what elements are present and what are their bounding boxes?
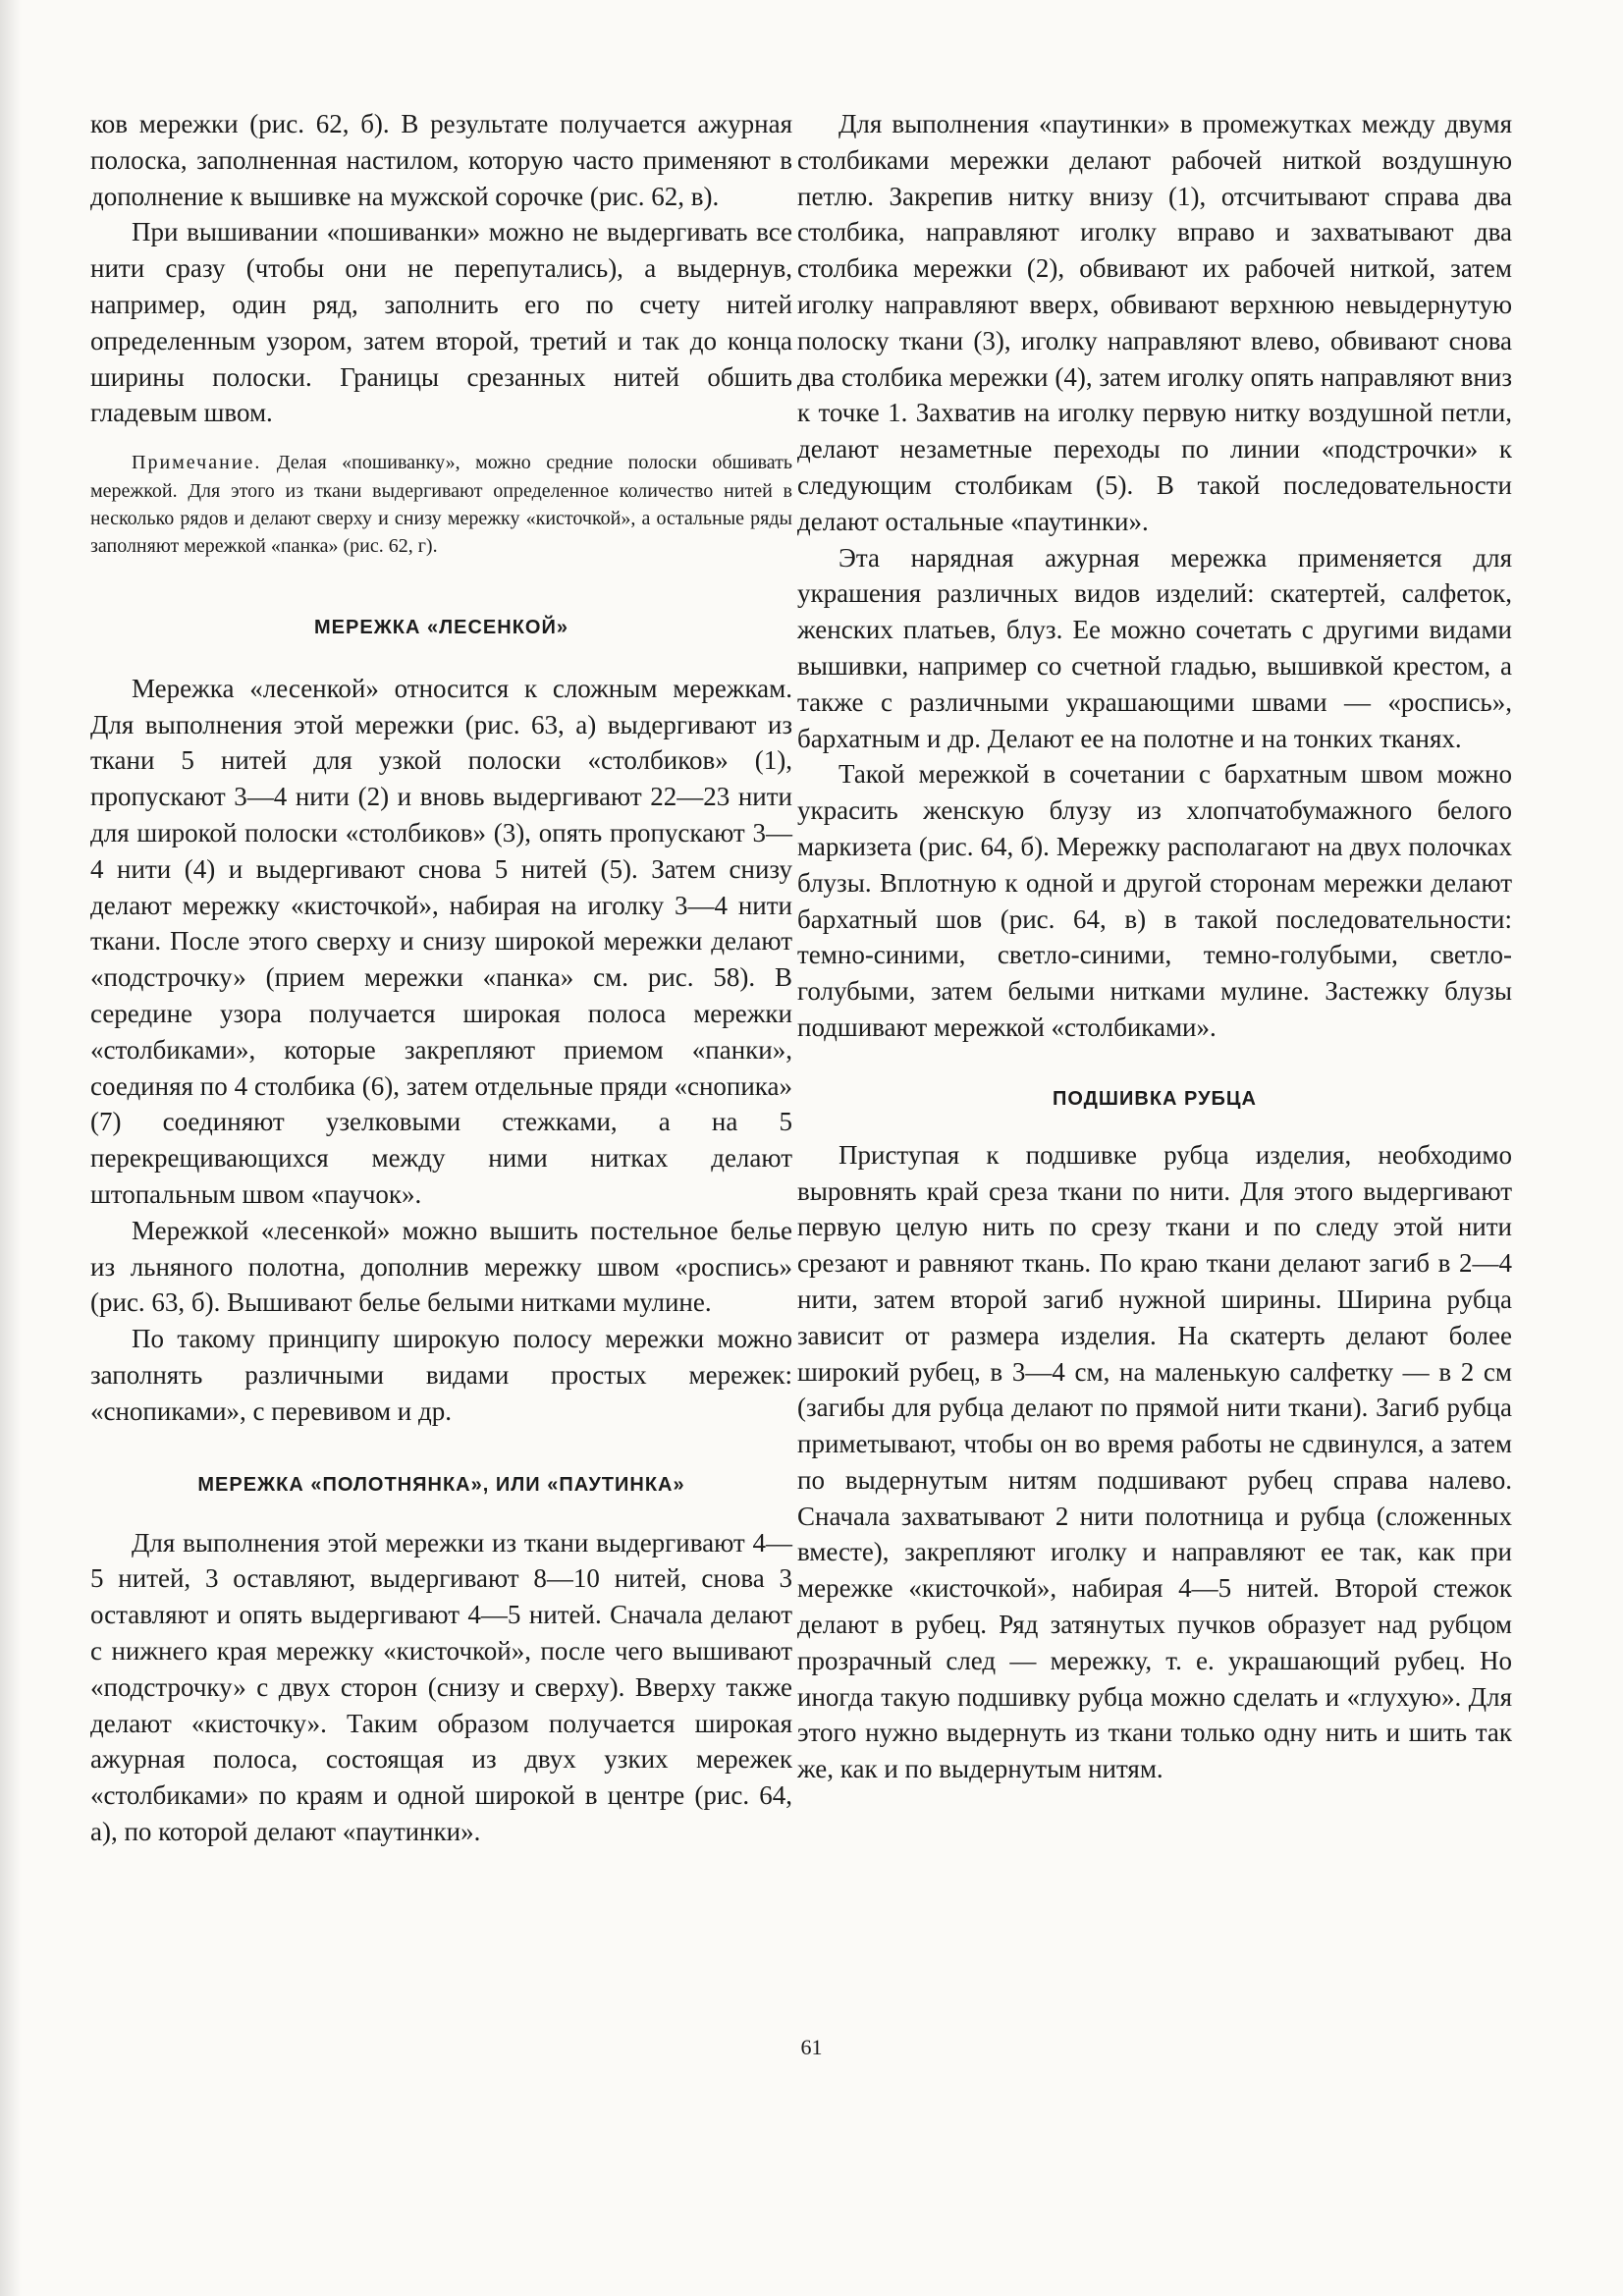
note	[90, 449, 792, 561]
section-heading: ПОДШИВКА РУБЦА	[1053, 1087, 1257, 1110]
paragraph: Мережкой «лесенкой» можно вышить постельное белье из льняного полотна, дополнив мережку швом «роспись» (рис. 63, б). Вышивают белье белыми нитками мулине.	[90, 1215, 792, 1318]
paragraph: ков мережки (рис. 62, б). В результате получается ажурная полоска, заполненная настилом, которую часто применяют в дополнение к вышивке на мужской сорочке (рис. 62, в).	[90, 109, 792, 211]
page-edge-shadow	[0, 0, 22, 2296]
paragraph: Такой мережкой в сочетании с бархатным швом можно украсить женскую блузу из хлопчатобумажного белого маркизета (рис. 64, б). Мережку располагают на двух полочках блузы. Вплотную к одной и другой сторонам мережки делают бархатный шов (рис. 64, в) в такой последовательности: темно-синими, светло-синими, темно-голубыми, светло-голубыми, затем белыми нитками мулине. Застежку блузы подшивают мережкой «столбиками».	[797, 759, 1512, 1042]
paragraph: Мережка «лесенкой» относится к сложным мережкам. Для выполнения этой мережки (рис. 63, а) выдергивают из ткани 5 нитей для узкой полоски «столбиков» (1), пропускают 3—4 нити (2) и вновь выдергивают 22—23 нити для широкой полоски «столбиков» (3), опять пропускают 3—4 нити (4) и выдергивают снова 5 нитей (5). Затем снизу делают мережку «кисточкой», набирая на иголку 3—4 нити ткани. После этого сверху и снизу широкой мережки делают «подстрочку» (прием мережки «панка» см. рис. 58). В середине узора получается широкая полоса мережки «столбиками», которые закрепляют приемом «панки», соединяя по 4 столбика (6), затем отдельные пряди «снопика» (7) соединяют узелковыми стежками, а на 5 перекрещивающихся между ними нитках делают штопальным швом «паучок».	[90, 673, 792, 1209]
section-heading: МЕРЕЖКА «ПОЛОТНЯНКА», ИЛИ «ПАУТИНКА»	[197, 1473, 685, 1496]
section-heading: МЕРЕЖКА «ЛЕСЕНКОЙ»	[314, 616, 568, 638]
paragraph: По такому принципу широкую полосу мережки можно заполнять различными видами простых мережек: «снопиками», с перевивом и др.	[90, 1324, 792, 1426]
left-column	[90, 106, 792, 1850]
paragraph: При вышивании «пошиванки» можно не выдергивать все нити сразу (чтобы они не перепутались), а выдернув, например, один ряд, заполнить его по счету нитей определенным узором, затем второй, третий и так до конца ширины полоски. Границы срезанных нитей обшить гладевым швом.	[90, 217, 792, 428]
paragraph: Эта нарядная ажурная мережка применяется для украшения различных видов изделий: скатертей, салфеток, женских платьев, блуз. Ее можно сочетать с другими видами вышивки, например со счетной гладью, вышивкой крестом, а также с различными украшающими швами — «роспись», бархатным и др. Делают ее на полотне и на тонких тканях.	[797, 542, 1512, 753]
page-number: 61	[800, 2035, 823, 2059]
paragraph: Приступая к подшивке рубца изделия, необходимо выровнять край среза ткани по нити. Для этого выдергивают первую целую нить по срезу ткани и по следу этой нити срезают и равняют ткань. По краю ткани делают загиб в 2—4 нити, затем второй загиб нужной ширины. Ширина рубца зависит от размера изделия. На скатерть делают более широкий рубец, в 3—4 см, на маленькую салфетку — в 2 см (загибы для рубца делают по прямой нити ткани). Загиб рубца приметывают, чтобы он во время работы не сдвинулся, а затем по выдернутым нитям подшивают рубец справа налево. Сначала захватывают 2 нити полотница и рубца (сложенных вместе), закрепляют иголку и направляют ее так, как при мережке «кисточкой», набирая 4—5 нитей. Второй стежок делают в рубец. Ряд затянутых пучков образует над рубцом прозрачный след — мережку, т. е. украшающий рубец. Но иногда такую подшивку рубца можно сделать и «глухую». Для этого нужно выдернуть из ткани только одну нить и шить так же, как и по выдернутым нитям.	[797, 1139, 1512, 1784]
note-text: Делая «пошиванку», можно средние полоски обшивать мережкой. Для этого из ткани выдергивают определенное количество нитей в несколько рядов и делают сверху и снизу мережку «кисточкой», а остальные ряды заполняют мережкой «панка» (рис. 62, г).	[90, 452, 793, 558]
paragraph: Для выполнения «паутинки» в промежутках между двумя столбиками мережки делают рабочей ниткой воздушную петлю. Закрепив нитку внизу (1), отсчитывают справа два столбика, направляют иголку вправо и захватывают два столбика мережки (2), обвивают их рабочей ниткой, затем иголку направляют вверх, обвивают верхнюю невыдернутую полоску ткани (3), иголку направляют влево, обвивают снова два столбика мережки (4), затем иголку опять направляют вниз к точке 1. Захватив на иголку первую нитку воздушной петли, делают незаметные переходы по линии «подстрочки» к следующим столбикам (5). В такой последовательности делают остальные «паутинки».	[797, 109, 1512, 536]
paragraph: Для выполнения этой мережки из ткани выдергивают 4—5 нитей, 3 оставляют, выдергивают 8—10 нитей, снова 3 оставляют и опять выдергивают 4—5 нитей. Сначала делают с нижнего края мережку «кисточкой», после чего вышивают «подстрочку» с двух сторон (снизу и сверху). Вверху также делают «кисточку». Таким образом получается широкая ажурная полоса, состоящая из двух узких мережек «столбиками» по краям и одной широкой в центре (рис. 64, а), по которой делают «паутинки».	[90, 1527, 792, 1846]
note-label: Примечание.	[132, 452, 262, 474]
right-column	[797, 106, 1512, 1787]
